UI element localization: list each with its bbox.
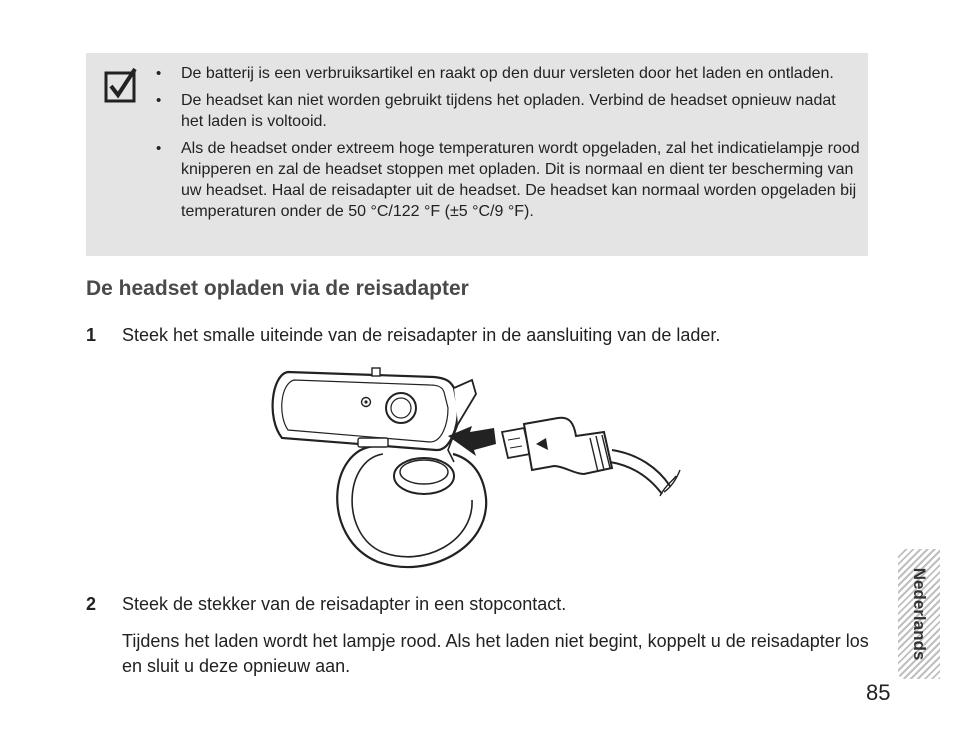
headset-charging-illustration xyxy=(258,358,698,574)
note-item-text: De batterij is een verbruiksartikel en raakt op den duur versleten door het laden en ontladen. xyxy=(181,65,834,82)
checkmark-box-icon xyxy=(104,67,138,105)
step-1 xyxy=(86,323,866,349)
note-item-text: Als de headset onder extreem hoge temperaturen wordt opgeladen, zal het indicatielampje rood knipperen en zal de headset stoppen met opladen. Dit is normaal en dient ter bescherming van uw headset. Haal de reisadapter uit de headset. De headset kan normaal worden opgeladen bij temperaturen onder de 50 °C/122 °F (±5 °C/9 °F). xyxy=(181,140,860,220)
step-text: Steek het smalle uiteinde van de reisadapter in de aansluiting van de lader. xyxy=(122,325,721,345)
bullet: • xyxy=(156,65,162,82)
note-list xyxy=(156,63,861,228)
note-box xyxy=(86,53,868,256)
step-number: 1 xyxy=(86,325,97,345)
note-item xyxy=(156,138,861,222)
step-2 xyxy=(86,592,866,618)
note-item xyxy=(156,90,861,132)
bullet: • xyxy=(156,140,162,157)
step-text: Steek de stekker van de reisadapter in een stopcontact. xyxy=(122,594,567,614)
language-side-tab xyxy=(898,549,940,679)
language-label: Nederlands xyxy=(910,567,929,661)
page-number: 85 xyxy=(866,680,891,705)
step-2-detail: Tijdens het laden wordt het lampje rood. Als het laden niet begint, koppelt u de reisadapter los en sluit u deze opnieuw aan. xyxy=(122,631,869,676)
note-item-text: De headset kan niet worden gebruikt tijdens het opladen. Verbind de headset opnieuw nadat het laden is voltooid. xyxy=(181,92,836,130)
section-title: De headset opladen via de reisadapter xyxy=(86,277,469,300)
note-item xyxy=(156,63,861,84)
bullet: • xyxy=(156,92,162,109)
step-number: 2 xyxy=(86,594,97,614)
